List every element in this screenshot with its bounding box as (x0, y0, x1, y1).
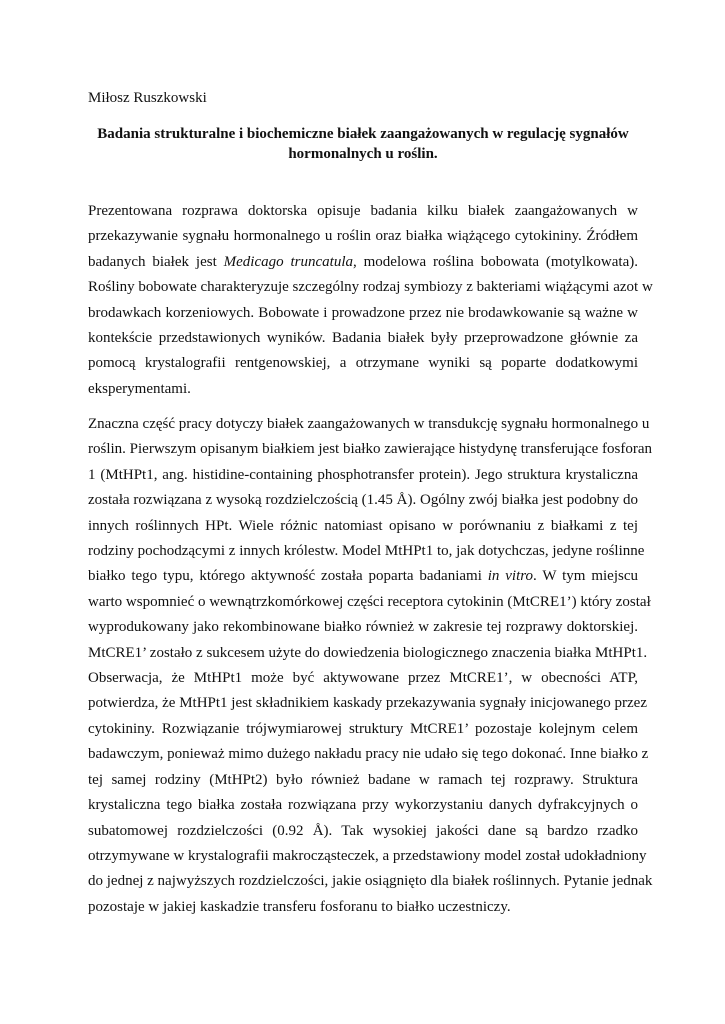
text-segment: kontekście przedstawionych wyników. Badania białek były przeprowadzone głównie za (88, 330, 638, 347)
text-line (88, 844, 647, 869)
text-segment: otrzymywane w krystalografii makrocząsteczek, a przedstawiony model został udokładniony (88, 847, 647, 864)
text-segment: warto wspomnieć o wewnątrzkomórkowej części receptora cytokinin (MtCRE1’) który został (88, 593, 651, 610)
text-line (88, 819, 638, 844)
text-line (88, 250, 638, 275)
text-segment: . W tym miejscu (533, 568, 638, 585)
text-segment: subatomowej rozdzielczości (0.92 Å). Tak wysokiej jakości dane są bardzo rzadko (88, 822, 638, 839)
text-line (88, 377, 638, 402)
text-line (88, 437, 652, 462)
text-line (88, 895, 638, 920)
text-line (88, 742, 649, 767)
text-segment: badanych białek jest (88, 253, 224, 270)
text-segment: Rośliny bobowate charakteryzuje szczególny rodzaj symbiozy z bakteriami wiążącymi azot w (88, 279, 653, 296)
text-line (88, 275, 653, 300)
text-segment: roślin. Pierwszym opisanym białkiem jest białko zawierające histydynę transferujące fosforan (88, 441, 652, 458)
text-line (88, 869, 653, 894)
text-segment: cytokininy. Rozwiązanie trójwymiarowej struktury MtCRE1’ pozostaje kolejnym celem (88, 720, 638, 737)
text-segment: krystaliczna tego białka została rozwiązana przy wykorzystaniu danych dyfrakcyjnych o (88, 797, 638, 814)
text-line (88, 326, 638, 351)
text-line (88, 768, 638, 793)
text-line (88, 351, 638, 376)
text-segment: eksperymentami. (88, 380, 191, 397)
text-segment: badawczym, ponieważ mimo dużego nakładu pracy nie udało się tego dokonać. Inne białko z (88, 746, 649, 763)
text-line (88, 717, 638, 742)
text-segment: Obserwacja, że MtHPt1 może być aktywowane przez MtCRE1’, w obecności ATP, (88, 670, 638, 687)
text-segment: została rozwiązana z wysoką rozdzielczością (1.45 Å). Ogólny zwój białka jest podobny do (88, 492, 638, 509)
text-line (88, 615, 638, 640)
document-title: Badania strukturalne i biochemiczne białek zaangażowanych w regulację sygnałów hormonalnych u roślin. (97, 126, 629, 162)
text-segment: białko tego typu, którego aktywność została poparta badaniami (88, 568, 488, 585)
text-segment: 1 (MtHPt1, ang. histidine-containing phosphotransfer protein). Jego struktura krystaliczna (88, 466, 638, 483)
paragraph-abstract-main (88, 412, 653, 920)
text-line (88, 590, 651, 615)
text-segment: wyprodukowany jako rekombinowane białko również w zakresie tej rozprawy doktorskiej. (88, 619, 638, 636)
text-line (88, 301, 638, 326)
text-segment: rodziny pochodzącymi z innych królestw. Model MtHPt1 to, jak dotychczas, jedyne roślinne (88, 543, 645, 560)
text-line (88, 666, 638, 691)
text-line (88, 463, 638, 488)
text-segment: innych roślinnych HPt. Wiele różnic natomiast opisano w porównaniu z białkami z tej (88, 517, 638, 534)
italic-text: in vitro (487, 568, 534, 585)
text-line (88, 691, 647, 716)
text-segment: potwierdza, że MtHPt1 jest składnikiem kaskady przekazywania sygnały inicjowanego przez (88, 695, 647, 712)
italic-text: Medicago truncatula (223, 253, 353, 270)
text-segment: tej samej rodziny (MtHPt2) było również badane w ramach tej rozprawy. Struktura (88, 771, 638, 788)
paragraph-abstract-intro (88, 199, 653, 402)
text-segment: do jednej z najwyższych rozdzielczości, jakie osiągnięto dla białek roślinnych. Pytanie jednak (88, 873, 653, 890)
text-line (88, 514, 638, 539)
text-line (88, 564, 638, 589)
text-segment: brodawkach korzeniowych. Bobowate i prowadzone przez nie brodawkowanie są ważne w (88, 304, 638, 321)
text-line (88, 412, 650, 437)
author-name: Miłosz Ruszkowski (88, 90, 207, 106)
text-segment: pomocą krystalografii rentgenowskiej, a otrzymane wyniki są poparte dodatkowymi (88, 355, 638, 372)
text-segment: MtCRE1’ zostało z sukcesem użyte do dowiedzenia biologicznego znaczenia białka MtHPt1. (88, 644, 648, 661)
text-line (88, 488, 638, 513)
text-segment: pozostaje w jakiej kaskadzie transferu fosforanu to białko uczestniczy. (88, 898, 511, 915)
text-line (88, 641, 648, 666)
text-line (88, 199, 638, 224)
text-segment: przekazywanie sygnału hormonalnego u roślin oraz białka wiążącego cytokininy. Źródłem (88, 228, 638, 245)
text-line (88, 793, 638, 818)
text-line (88, 539, 645, 564)
text-segment: , modelowa roślina bobowata (motylkowata). (353, 253, 638, 270)
text-segment: Znaczna część pracy dotyczy białek zaangażowanych w transdukcję sygnału hormonalnego u (88, 416, 650, 432)
text-line (88, 224, 638, 249)
text-segment: Prezentowana rozprawa doktorska opisuje badania kilku białek zaangażowanych w (88, 203, 638, 219)
